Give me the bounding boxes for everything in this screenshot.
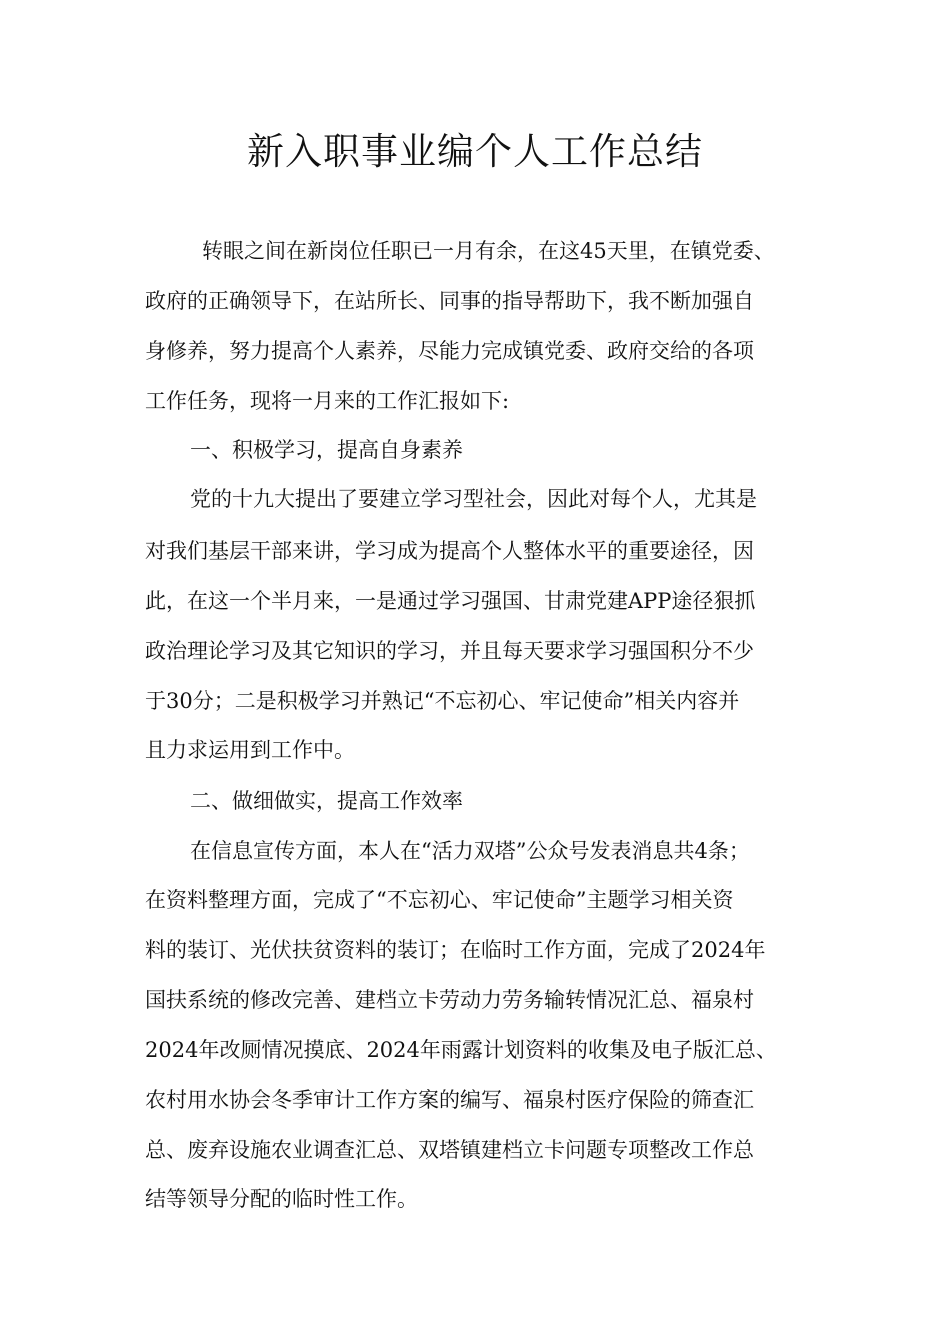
paragraph-work-line-5: 2024年改厕情况摸底、2024年雨露计划资料的收集及电子版汇总、: [145, 1038, 777, 1062]
paragraph-study-line-4: 政治理论学习及其它知识的学习，并且每天要求学习强国积分不少: [145, 639, 754, 663]
paragraph-study-line-2: 对我们基层干部来讲，学习成为提高个人整体水平的重要途径，因: [145, 539, 754, 563]
section-heading-1: 一、积极学习，提高自身素养: [190, 438, 463, 462]
paragraph-intro-line-1: 转眼之间在新岗位任职已一月有余，在这45天里，在镇党委、: [202, 239, 775, 263]
paragraph-intro-line-3: 身修养，努力提高个人素养，尽能力完成镇党委、政府交给的各项: [145, 339, 754, 363]
paragraph-study-line-5: 于30分；二是积极学习并熟记“不忘初心、牢记使命”相关内容并: [145, 689, 740, 713]
paragraph-work-line-4: 国扶系统的修改完善、建档立卡劳动力劳务输转情况汇总、福泉村: [145, 988, 754, 1012]
paragraph-work-line-8: 结等领导分配的临时性工作。: [145, 1187, 418, 1211]
paragraph-work-line-7: 总、废弃设施农业调查汇总、双塔镇建档立卡问题专项整改工作总: [145, 1138, 754, 1162]
section-heading-2: 二、做细做实，提高工作效率: [190, 789, 463, 813]
paragraph-study-line-1: 党的十九大提出了要建立学习型社会，因此对每个人，尤其是: [190, 487, 757, 511]
paragraph-work-line-6: 农村用水协会冬季审计工作方案的编写、福泉村医疗保险的筛查汇: [145, 1088, 754, 1112]
paragraph-work-line-1: 在信息宣传方面，本人在“活力双塔”公众号发表消息共4条；: [190, 839, 750, 863]
paragraph-study-line-6: 且力求运用到工作中。: [145, 738, 355, 762]
paragraph-study-line-3: 此，在这一个半月来，一是通过学习强国、甘肃党建APP途径狠抓: [145, 589, 756, 613]
paragraph-intro-line-2: 政府的正确领导下，在站所长、同事的指导帮助下，我不断加强自: [145, 289, 754, 313]
paragraph-work-line-2: 在资料整理方面，完成了“不忘初心、牢记使命”主题学习相关资: [145, 888, 734, 912]
paragraph-intro-line-4: 工作任务，现将一月来的工作汇报如下:: [145, 389, 510, 413]
paragraph-work-line-3: 料的装订、光伏扶贫资料的装订；在临时工作方面，完成了2024年: [145, 938, 766, 962]
document-title: 新入职事业编个人工作总结: [247, 130, 703, 173]
